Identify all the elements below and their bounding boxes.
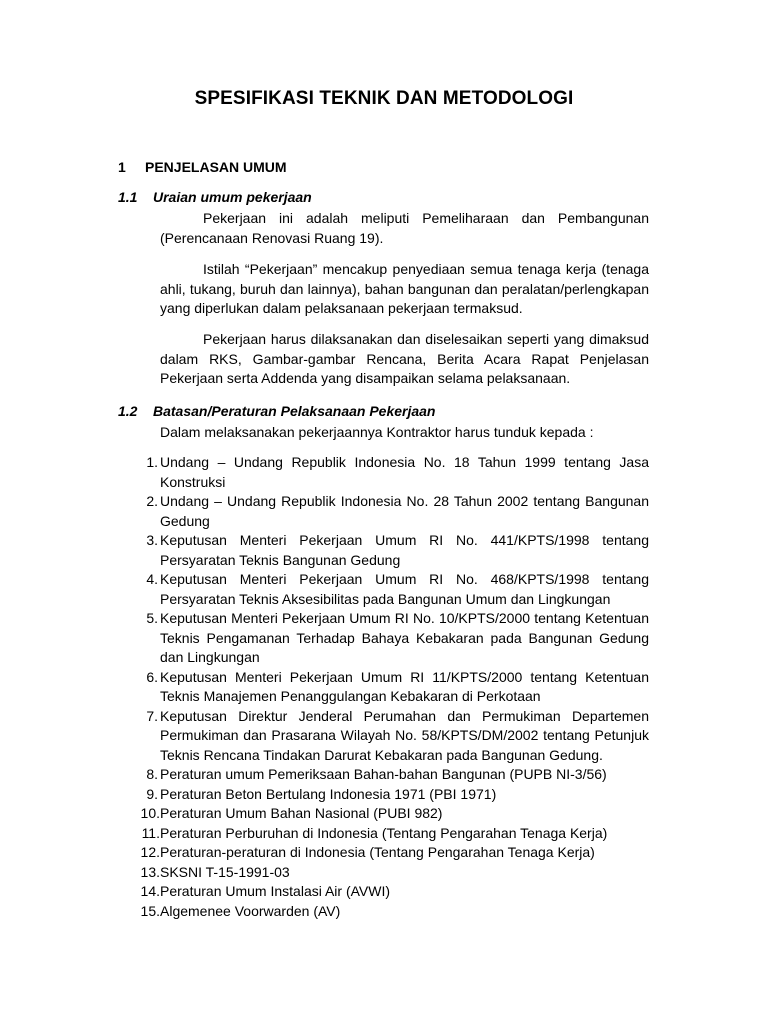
list-item (0, 570, 649, 609)
list-marker: 15. (140, 902, 160, 919)
list-marker: 1. (146, 454, 158, 470)
list-marker: 3. (146, 532, 158, 548)
list-item (0, 531, 649, 570)
regulation-list (0, 453, 768, 921)
list-item (0, 668, 649, 707)
list-marker: 7. (146, 707, 158, 724)
list-item (0, 804, 649, 824)
section-number: 1 (118, 159, 126, 175)
paragraph-2: Istilah “Pekerjaan” mencakup penyediaan semua tenaga kerja (tenaga ahli, tukang, buruh dan lainnya), bahan bangunan dan peralatan/perlengkapan yang diperlukan dalam pelaksanaan pekerjaan termaksud. (160, 261, 649, 316)
list-item-text: Peraturan Umum Bahan Nasional (PUBI 982) (160, 805, 443, 821)
list-item (0, 492, 649, 531)
list-marker: 11. (141, 824, 160, 841)
list-item-text: Keputusan Menteri Pekerjaan Umum RI No. 10/KPTS/2000 tentang Ketentuan Teknis Pengamanan Terhadap Bahaya Kebakaran pada Bangunan Gedung dan Lingkungan (160, 610, 649, 665)
subsection-number: 1.2 (118, 403, 138, 419)
list-item (0, 863, 649, 883)
list-item-text: Keputusan Direktur Jenderal Perumahan dan Permukiman Departemen Permukiman dan Prasarana Wilayah No. 58/KPTS/DM/2002 tentang Petunjuk Teknis Rencana Tindakan Darurat Kebakaran pada Bangunan Gedung. (160, 707, 649, 763)
list-item (0, 902, 649, 922)
list-item (0, 609, 649, 668)
list-item (0, 824, 649, 844)
list-marker: 13. (140, 863, 160, 880)
list-marker: 6. (146, 668, 158, 685)
list-marker: 9. (146, 785, 158, 802)
subsection-title: Batasan/Peraturan Pelaksanaan Pekerjaan (153, 403, 436, 419)
list-item (0, 843, 649, 863)
list-item (0, 882, 649, 902)
document-title: SPESIFIKASI TEKNIK DAN METODOLOGI (194, 88, 574, 109)
list-item-text: Undang – Undang Republik Indonesia No. 28 Tahun 2002 tentang Bangunan Gedung (160, 493, 649, 529)
list-item (0, 453, 649, 492)
list-marker: 2. (146, 493, 158, 509)
list-item (0, 707, 649, 766)
list-item-text: Peraturan Umum Instalasi Air (AVWI) (160, 883, 391, 899)
paragraph-3: Pekerjaan harus dilaksanakan dan diselesaikan seperti yang dimaksud dalam RKS, Gambar-gambar Rencana, Berita Acara Rapat Penjelasan Pekerjaan serta Addenda yang disampaikan selama pelaksanaan. (160, 331, 649, 386)
subsection-heading-1-2 (118, 403, 436, 419)
list-marker: 8. (146, 766, 158, 782)
list-item-text: Peraturan Beton Bertulang Indonesia 1971 (PBI 1971) (160, 785, 497, 802)
list-item-text: Keputusan Menteri Pekerjaan Umum RI 11/KPTS/2000 tentang Ketentuan Teknis Manajemen Penanggulangan Kebakaran di Perkotaan (160, 668, 649, 704)
subsection-number: 1.1 (118, 189, 138, 205)
list-item (0, 785, 649, 805)
list-marker: 5. (146, 610, 158, 626)
list-item-text: SKSNI T-15-1991-03 (160, 863, 290, 880)
list-marker: 14. (140, 883, 160, 899)
section-heading (118, 159, 287, 175)
list-item-text: Keputusan Menteri Pekerjaan Umum RI No. 441/KPTS/1998 tentang Persyaratan Teknis Bangunan Gedung (160, 532, 649, 568)
subsection-title: Uraian umum pekerjaan (153, 189, 312, 205)
list-marker: 4. (146, 571, 158, 587)
list-item-text: Undang – Undang Republik Indonesia No. 18 Tahun 1999 tentang Jasa Konstruksi (160, 454, 649, 490)
list-item-text: Keputusan Menteri Pekerjaan Umum RI No. 468/KPTS/1998 tentang Persyaratan Teknis Aksesibilitas pada Bangunan Umum dan Lingkungan (160, 571, 649, 607)
list-item-text: Peraturan Perburuhan di Indonesia (Tentang Pengarahan Tenaga Kerja) (160, 824, 608, 841)
list-item-text: Algemenee Voorwarden (AV) (160, 902, 341, 919)
list-item-text: Peraturan-peraturan di Indonesia (Tentang Pengarahan Tenaga Kerja) (160, 844, 595, 860)
list-intro: Dalam melaksanakan pekerjaannya Kontraktor harus tunduk kepada : (160, 424, 594, 440)
list-marker: 10. (140, 805, 160, 821)
list-item-text: Peraturan umum Pemeriksaan Bahan-bahan Bangunan (PUPB NI-3/56) (160, 766, 607, 782)
paragraph-1: Pekerjaan ini adalah meliputi Pemeliharaan dan Pembangunan (Perencanaan Renovasi Ruang 19). (160, 210, 649, 246)
list-item (0, 765, 649, 785)
subsection-heading-1-1 (118, 189, 312, 205)
section-title: PENJELASAN UMUM (145, 159, 287, 175)
list-marker: 12. (140, 844, 160, 860)
